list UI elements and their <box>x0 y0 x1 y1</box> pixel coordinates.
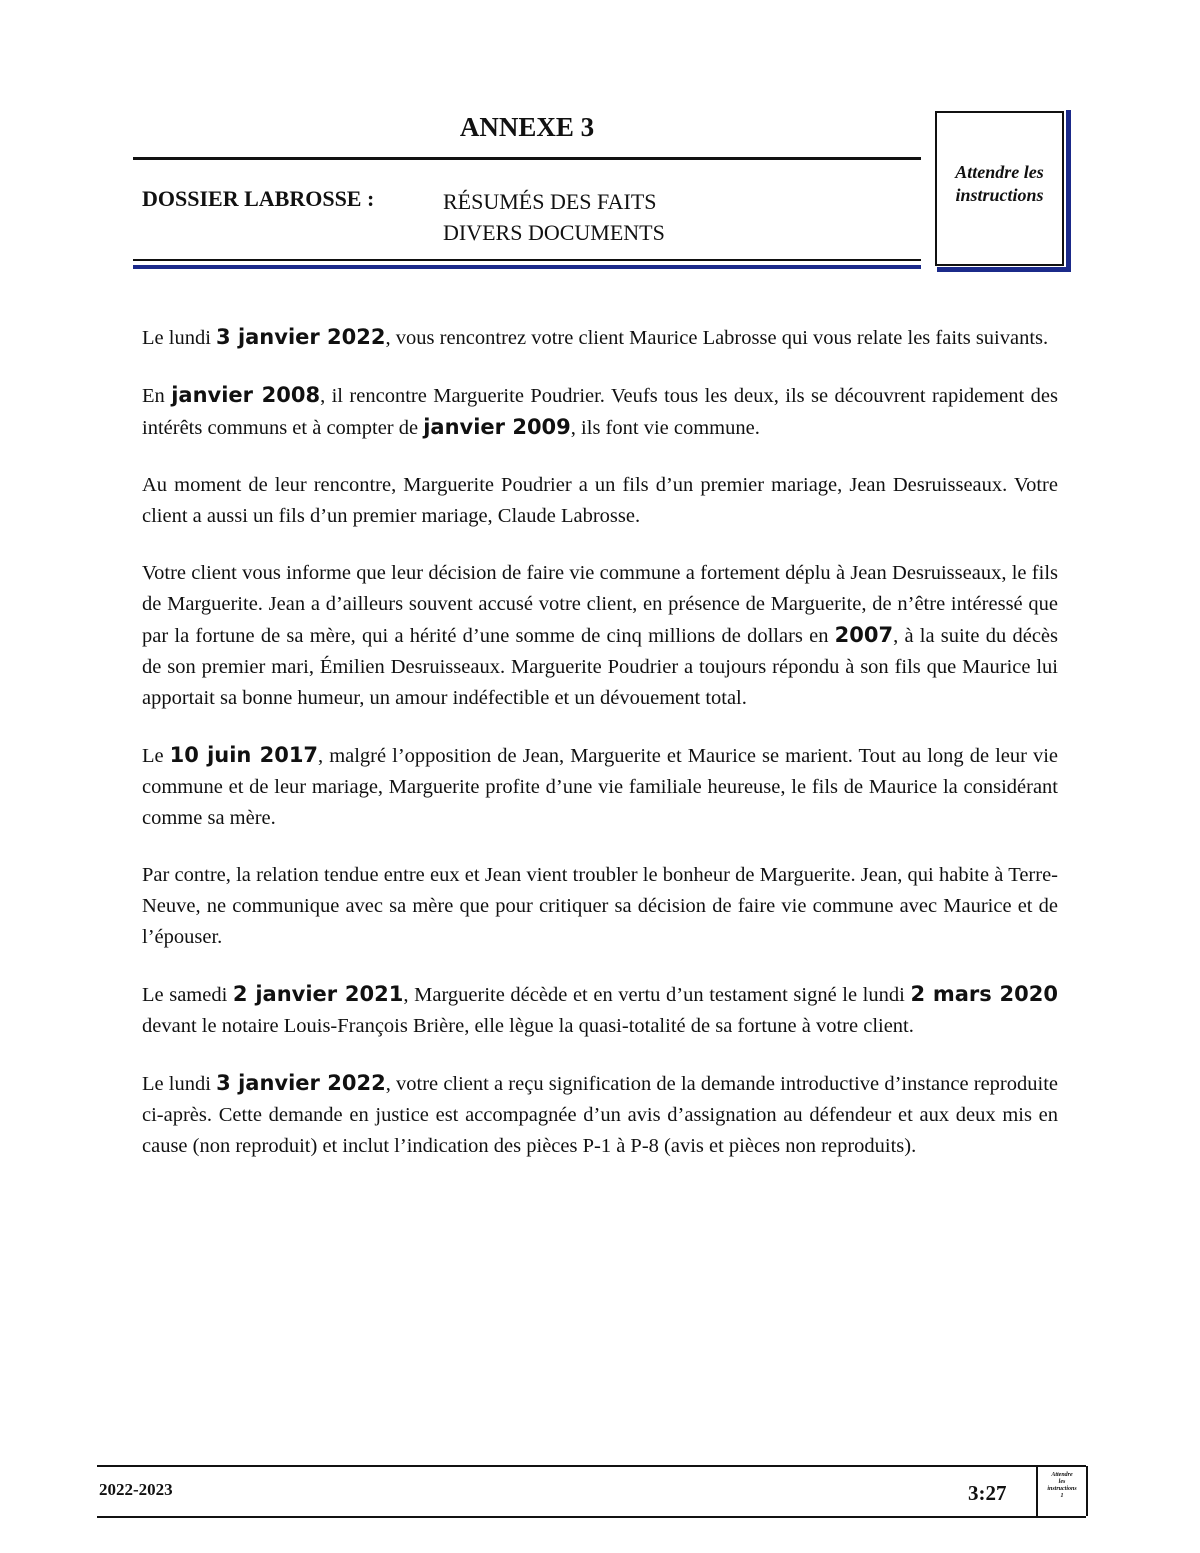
date-highlight: janvier 2009 <box>423 415 571 439</box>
date-highlight: 2007 <box>834 623 894 647</box>
side-note-line-1: Attendre les <box>955 162 1044 182</box>
paragraph-8: Le lundi 3 janvier 2022, votre client a reçu signification de la demande introductive d’instance reproduite ci-après. Cette demande en justice est accompagnée d’un avis d’assignation au défendeur et aux deux mis en cause (non reproduit) et inclut l’indication des pièces P-1 à P-8 (avis et pièces non reproduits). <box>142 1071 1058 1157</box>
header-double-rule <box>133 259 921 269</box>
footer-note-box <box>1036 1466 1088 1516</box>
dossier-subtitles <box>443 186 665 248</box>
date-highlight: 3 janvier 2022 <box>216 325 386 349</box>
facts-body <box>142 322 1058 1188</box>
paragraph-2: En janvier 2008, il rencontre Marguerite Poudrier. Veufs tous les deux, ils se découvrent rapidement des intérêts communs et à compter de janvier 2009, ils font vie commune. <box>142 383 1058 439</box>
dossier-subtitle-2: DIVERS DOCUMENTS <box>443 220 665 245</box>
side-note-shadow-right <box>1066 110 1071 272</box>
dossier-subtitle-1: RÉSUMÉS DES FAITS <box>443 189 657 214</box>
date-highlight: janvier 2008 <box>171 383 321 407</box>
side-note-shadow-bottom <box>937 267 1071 272</box>
footer-note-text: Attendre les instructions 1 <box>1047 1472 1077 1499</box>
date-highlight: 10 juin 2017 <box>169 743 319 767</box>
annex-title: ANNEXE 3 <box>459 112 595 142</box>
paragraph-1: Le lundi 3 janvier 2022, vous rencontrez votre client Maurice Labrosse qui vous relate les faits suivants. <box>142 325 1049 349</box>
date-highlight: 2 janvier 2021 <box>232 982 404 1006</box>
dossier-label: DOSSIER LABROSSE : <box>142 186 375 211</box>
side-note-line-2: instructions <box>955 185 1044 205</box>
side-note-box <box>935 111 1064 266</box>
paragraph-4: Votre client vous informe que leur décision de faire vie commune a fortement déplu à Jean Desruisseaux, le fils de Marguerite. Jean a d’ailleurs souvent accusé votre client, en présence de Marguerite, de n’être intéressé que par la fortune de sa mère, qui a hérité d’une somme de cinq millions de dollars en 2007, à la suite du décès de son premier mari, Émilien Desruisseaux. Marguerite Poudrier a toujours répondu à son fils que Maurice lui apportait sa bonne humeur, un amour indéfectible et un dévouement total. <box>142 562 1058 709</box>
paragraph-6: Par contre, la relation tendue entre eux et Jean vient troubler le bonheur de Marguerite. Jean, qui habite à Terre-Neuve, ne communique avec sa mère que pour critiquer sa décision de faire vie commune avec Maurice et de l’épouser. <box>142 864 1058 948</box>
side-note-text <box>937 161 1062 207</box>
footer-rule-bottom <box>97 1516 1086 1518</box>
paragraph-3: Au moment de leur rencontre, Marguerite Poudrier a un fils d’un premier mariage, Jean Desruisseaux. Votre client a aussi un fils d’un premier mariage, Claude Labrosse. <box>142 474 1058 527</box>
footer-year: 2022-2023 <box>99 1480 173 1499</box>
paragraph-5: Le 10 juin 2017, malgré l’opposition de Jean, Marguerite et Maurice se marient. Tout au long de leur vie commune et de leur mariage, Marguerite profite d’une vie familiale heureuse, le fils de Maurice la considérant comme sa mère. <box>142 743 1059 829</box>
title-rule <box>133 157 921 160</box>
footer-page-number: 3:27 <box>968 1481 1007 1505</box>
date-highlight: 3 janvier 2022 <box>216 1071 386 1095</box>
footer-rule-top <box>97 1465 1086 1467</box>
paragraph-7: Le samedi 2 janvier 2021, Marguerite décède et en vertu d’un testament signé le lundi 2 mars 2020 devant le notaire Louis-François Brière, elle lègue la quasi-totalité de sa fortune à votre client. <box>142 982 1058 1037</box>
date-highlight: 2 mars 2020 <box>910 982 1058 1006</box>
